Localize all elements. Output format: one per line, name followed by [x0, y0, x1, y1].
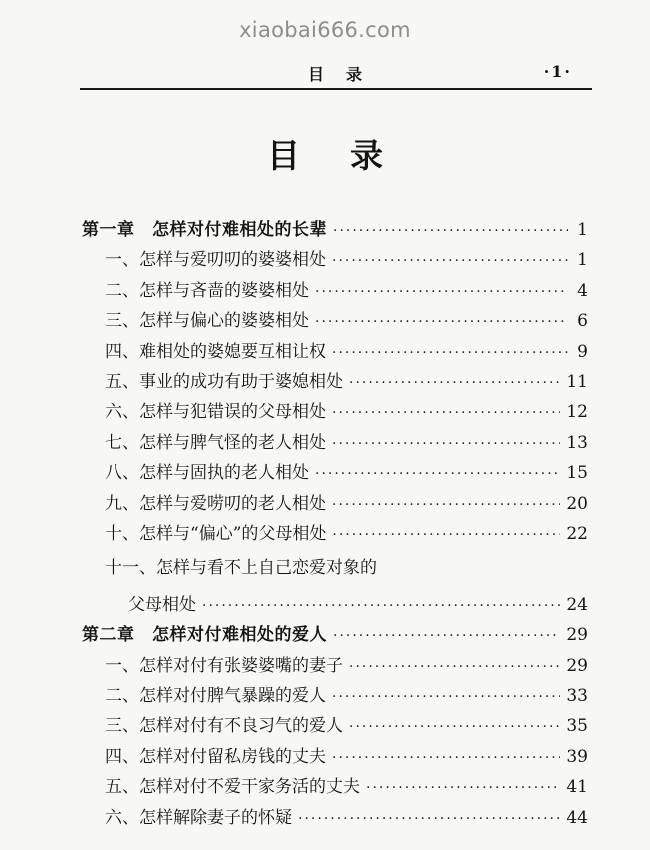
- toc-entry: [105, 306, 588, 336]
- toc-entry-page: 39: [566, 746, 588, 767]
- page-number: ·1·: [543, 62, 572, 81]
- toc-leader-dots: [349, 368, 560, 398]
- toc-entry-page: 44: [566, 807, 588, 828]
- toc-entry: [105, 489, 588, 519]
- toc-entry-page: 12: [566, 402, 588, 423]
- toc-leader-dots: [202, 591, 560, 621]
- toc-entry-label: 二、怎样对付脾气暴躁的爱人: [105, 686, 326, 706]
- toc-leader-dots: [333, 216, 568, 246]
- toc-entry: [105, 803, 588, 833]
- toc-leader-dots: [333, 621, 560, 651]
- toc-entry-label: 十、怎样与“偏心”的父母相处: [105, 524, 327, 544]
- toc-entry-page: 11: [566, 372, 588, 392]
- toc-entry: [105, 742, 588, 772]
- toc-entry-page: 15: [566, 463, 588, 484]
- toc-entry: [105, 245, 588, 275]
- toc-entry-label: 八、怎样与固执的老人相处: [105, 463, 309, 484]
- toc-entry: [105, 337, 588, 367]
- toc-entry-page: 22: [566, 524, 588, 544]
- toc-chapter-entry: [82, 620, 588, 650]
- toc-entry-label: 四、难相处的婆媳要互相让权: [105, 341, 326, 362]
- toc-entry: [105, 458, 588, 488]
- toc-leader-dots: [332, 429, 560, 459]
- toc-entry: [105, 519, 588, 549]
- toc-entry-label: 四、怎样对付留私房钱的丈夫: [105, 746, 326, 767]
- toc-entry-page: 29: [566, 655, 588, 676]
- toc-leader-dots: [332, 490, 560, 520]
- toc-entry-page: 24: [566, 594, 588, 615]
- toc-entry-label: 五、事业的成功有助于婆媳相处: [105, 372, 343, 392]
- toc-entry: [105, 651, 588, 681]
- toc-entry: [105, 681, 588, 711]
- toc-entry-page: 13: [566, 432, 588, 453]
- toc-entry-page: 1: [577, 220, 588, 240]
- toc-leader-dots: [332, 338, 568, 368]
- toc-entry-page: 9: [577, 341, 588, 362]
- running-header-title: 目录: [307, 65, 384, 84]
- toc-entry-label: 六、怎样与犯错误的父母相处: [105, 402, 326, 423]
- toc-entry-label: 九、怎样与爱唠叨的老人相处: [105, 493, 326, 514]
- toc-entry-label: 第二章 怎样对付难相处的爱人: [82, 625, 327, 646]
- toc-entry-label: 七、怎样与脾气怪的老人相处: [105, 432, 326, 453]
- toc-entry-page: 33: [566, 686, 588, 706]
- toc-entry-label: 五、怎样对付不爱干家务活的丈夫: [105, 777, 360, 798]
- header-rule: [80, 88, 592, 90]
- toc-entry-page: 4: [577, 280, 588, 301]
- toc-entry-page: 6: [577, 311, 588, 332]
- toc-entry-label: 第一章 怎样对付难相处的长辈: [82, 220, 327, 240]
- toc-leader-dots: [315, 459, 560, 489]
- toc-leader-dots: [332, 398, 560, 428]
- toc-entry-label: 三、怎样对付有不良习气的爱人: [105, 716, 343, 737]
- toc-leader-dots: [332, 246, 568, 276]
- toc-entry-page: 35: [566, 716, 588, 737]
- toc-chapter-entry: [82, 215, 588, 245]
- toc-entry: [105, 553, 588, 583]
- toc-entry-label: 十一、怎样与看不上自己恋爱对象的: [105, 558, 377, 579]
- toc-leader-dots: [315, 307, 568, 337]
- watermark: xiaobai666.com: [239, 18, 411, 42]
- toc-leader-dots: [332, 520, 560, 550]
- toc-entry: [105, 428, 588, 458]
- toc-entry: [105, 276, 588, 306]
- toc-leader-dots: [332, 743, 560, 773]
- toc-entry: [105, 367, 588, 397]
- toc-entry: [128, 590, 588, 620]
- toc-entry-label: 一、怎样与爱叨叨的婆婆相处: [105, 250, 326, 271]
- toc-entry-label: 一、怎样对付有张婆婆嘴的妻子: [105, 655, 343, 676]
- toc-leader-dots: [366, 773, 560, 803]
- toc-leader-dots: [332, 682, 560, 712]
- toc-entry: [105, 397, 588, 427]
- toc-entry-label: 三、怎样与偏心的婆婆相处: [105, 311, 309, 332]
- toc-leader-dots: [349, 712, 560, 742]
- toc-entry-page: 1: [577, 250, 588, 271]
- toc-entry: [105, 772, 588, 802]
- toc-leader-dots: [298, 804, 560, 834]
- page-title: 目录: [267, 136, 433, 175]
- toc-entry-label: 二、怎样与吝啬的婆婆相处: [105, 280, 309, 301]
- toc-leader-dots: [315, 277, 568, 307]
- toc-entry-page: 20: [566, 493, 588, 514]
- running-header: [80, 60, 590, 86]
- toc-entry-page: 41: [566, 777, 588, 798]
- toc-entry-label: 六、怎样解除妻子的怀疑: [105, 807, 292, 828]
- toc-entry-page: 29: [566, 625, 588, 646]
- toc-leader-dots: [349, 652, 560, 682]
- toc-entry: [105, 711, 588, 741]
- toc-entry-label: 父母相处: [128, 594, 196, 615]
